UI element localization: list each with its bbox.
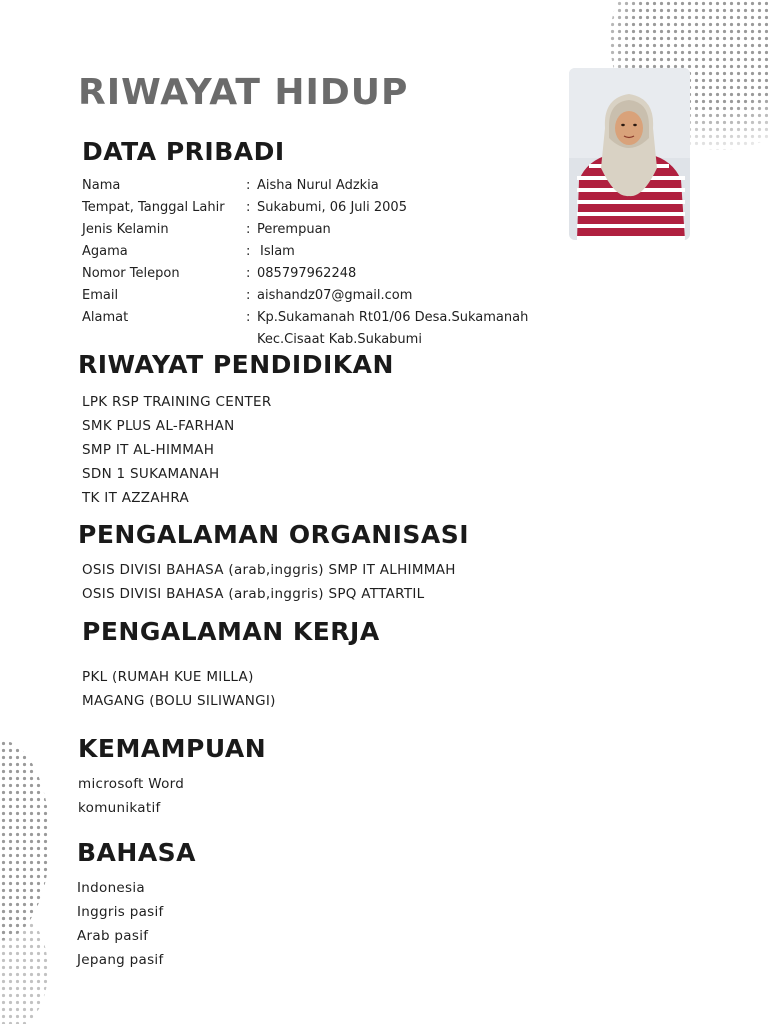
separator: : xyxy=(246,244,251,259)
list-item: OSIS DIVISI BAHASA (arab,inggris) SMP IT ALHIMMAH xyxy=(82,562,456,578)
list-item: Arab pasif xyxy=(77,928,149,944)
list-item: TK IT AZZAHRA xyxy=(82,490,189,506)
list-item: Jepang pasif xyxy=(77,952,164,968)
list-item: LPK RSP TRAINING CENTER xyxy=(82,394,272,410)
value-telepon: 085797962248 xyxy=(257,266,357,281)
list-item: microsoft Word xyxy=(78,776,185,792)
separator: : xyxy=(246,178,251,193)
pendidikan-heading: RIWAYAT PENDIDIKAN xyxy=(78,350,394,379)
separator: : xyxy=(246,222,251,237)
list-item: SMK PLUS AL-FARHAN xyxy=(82,418,235,434)
list-item: komunikatif xyxy=(78,800,161,816)
value-agama: Islam xyxy=(260,244,295,259)
list-item: SDN 1 SUKAMANAH xyxy=(82,466,220,482)
list-item: MAGANG (BOLU SILIWANGI) xyxy=(82,693,276,709)
value-nama: Aisha Nurul Adzkia xyxy=(257,178,379,193)
list-item: Inggris pasif xyxy=(77,904,164,920)
label-agama: Agama xyxy=(82,244,128,259)
label-ttl: Tempat, Tanggal Lahir xyxy=(82,200,225,215)
value-email: aishandz07@gmail.com xyxy=(257,288,413,303)
value-alamat: Kp.Sukamanah Rt01/06 Desa.Sukamanah xyxy=(257,310,529,325)
label-nama: Nama xyxy=(82,178,121,193)
value-jenis-kelamin: Perempuan xyxy=(257,222,331,237)
kerja-heading: PENGALAMAN KERJA xyxy=(82,617,380,646)
list-item: PKL (RUMAH KUE MILLA) xyxy=(82,669,254,685)
list-item: Indonesia xyxy=(77,880,145,896)
label-telepon: Nomor Telepon xyxy=(82,266,180,281)
organisasi-heading: PENGALAMAN ORGANISASI xyxy=(78,520,470,549)
data-pribadi-heading: DATA PRIBADI xyxy=(82,137,285,166)
separator: : xyxy=(246,310,251,325)
list-item: SMP IT AL-HIMMAH xyxy=(82,442,215,458)
value-alamat-line2: Kec.Cisaat Kab.Sukabumi xyxy=(257,332,422,347)
label-jenis-kelamin: Jenis Kelamin xyxy=(82,222,169,237)
list-item: OSIS DIVISI BAHASA (arab,inggris) SPQ ATTARTIL xyxy=(82,586,425,602)
separator: : xyxy=(246,266,251,281)
separator: : xyxy=(246,288,251,303)
value-ttl: Sukabumi, 06 Juli 2005 xyxy=(257,200,407,215)
profile-photo xyxy=(569,68,690,240)
separator: : xyxy=(246,200,251,215)
page-title: RIWAYAT HIDUP xyxy=(78,72,409,113)
label-email: Email xyxy=(82,288,119,303)
bahasa-heading: BAHASA xyxy=(77,838,197,867)
kemampuan-heading: KEMAMPUAN xyxy=(78,734,267,763)
label-alamat: Alamat xyxy=(82,310,129,325)
decorative-dots-bottom-left xyxy=(0,740,70,1024)
